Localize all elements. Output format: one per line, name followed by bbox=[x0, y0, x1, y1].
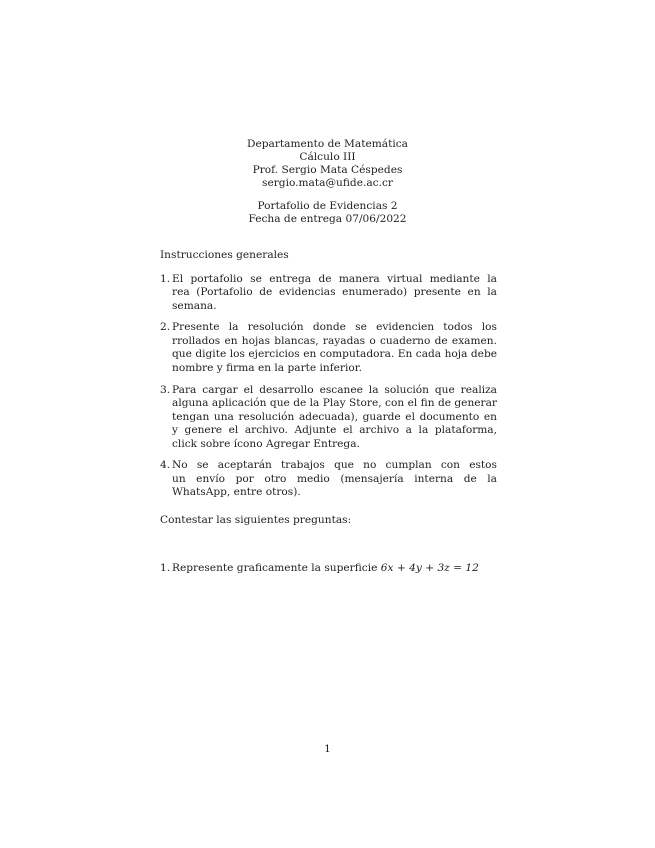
instruction-line: semana. bbox=[172, 300, 217, 312]
question-number: 1. bbox=[160, 562, 171, 574]
instruction-line: Presente la resolución donde se evidencien todos los bbox=[172, 321, 497, 333]
instruction-line: Para cargar el desarrollo escanee la solución que realiza bbox=[172, 384, 497, 396]
instruction-line: rrollados en hojas blancas, rayadas o cuaderno de examen. bbox=[172, 335, 497, 347]
instruction-line: tengan una resolución adecuada), guarde el documento en bbox=[172, 411, 497, 423]
instruction-line: alguna aplicación que de la Play Store, con el fin de generar bbox=[172, 397, 497, 409]
question-text bbox=[172, 562, 479, 575]
instruction-line: y genere el archivo. Adjunte el archivo a la plataforma, bbox=[172, 424, 497, 436]
assignment-title: Portafolio de Evidencias 2 bbox=[257, 200, 398, 212]
instruction-line: No se aceptarán trabajos que no cumplan con estos bbox=[172, 459, 497, 471]
email: sergio.mata@ufide.ac.cr bbox=[262, 177, 393, 189]
instruction-number: 4. bbox=[160, 459, 171, 471]
instruction-line: rea (Portafolio de evidencias enumerado) presente en la bbox=[172, 286, 497, 298]
course: Cálculo III bbox=[299, 151, 356, 163]
instructions-title: Instrucciones generales bbox=[160, 249, 289, 261]
instruction-line: click sobre ícono Agregar Entrega. bbox=[172, 438, 360, 450]
questions-title: Contestar las siguientes preguntas: bbox=[160, 514, 352, 526]
question-equation: 6x + 4y + 3z = 12 bbox=[380, 562, 479, 574]
instruction-line: WhatsApp, entre otros). bbox=[172, 486, 301, 498]
department: Departamento de Matemática bbox=[246, 138, 408, 150]
due-date: Fecha de entrega 07/06/2022 bbox=[248, 213, 407, 225]
page-number: 1 bbox=[324, 743, 331, 755]
instruction-line: que digite los ejercicios en computadora. En cada hoja debe bbox=[172, 348, 497, 360]
instruction-line: un envío por otro medio (mensajería interna de la bbox=[172, 473, 497, 485]
question-statement: Represente graficamente la superficie bbox=[172, 562, 378, 574]
instruction-line: El portafolio se entrega de manera virtual mediante la bbox=[172, 273, 497, 285]
professor: Prof. Sergio Mata Céspedes bbox=[252, 164, 403, 176]
instruction-number: 1. bbox=[160, 273, 171, 285]
instruction-line: nombre y firma en la parte inferior. bbox=[172, 362, 363, 374]
instruction-number: 2. bbox=[160, 321, 171, 333]
instruction-number: 3. bbox=[160, 384, 171, 396]
